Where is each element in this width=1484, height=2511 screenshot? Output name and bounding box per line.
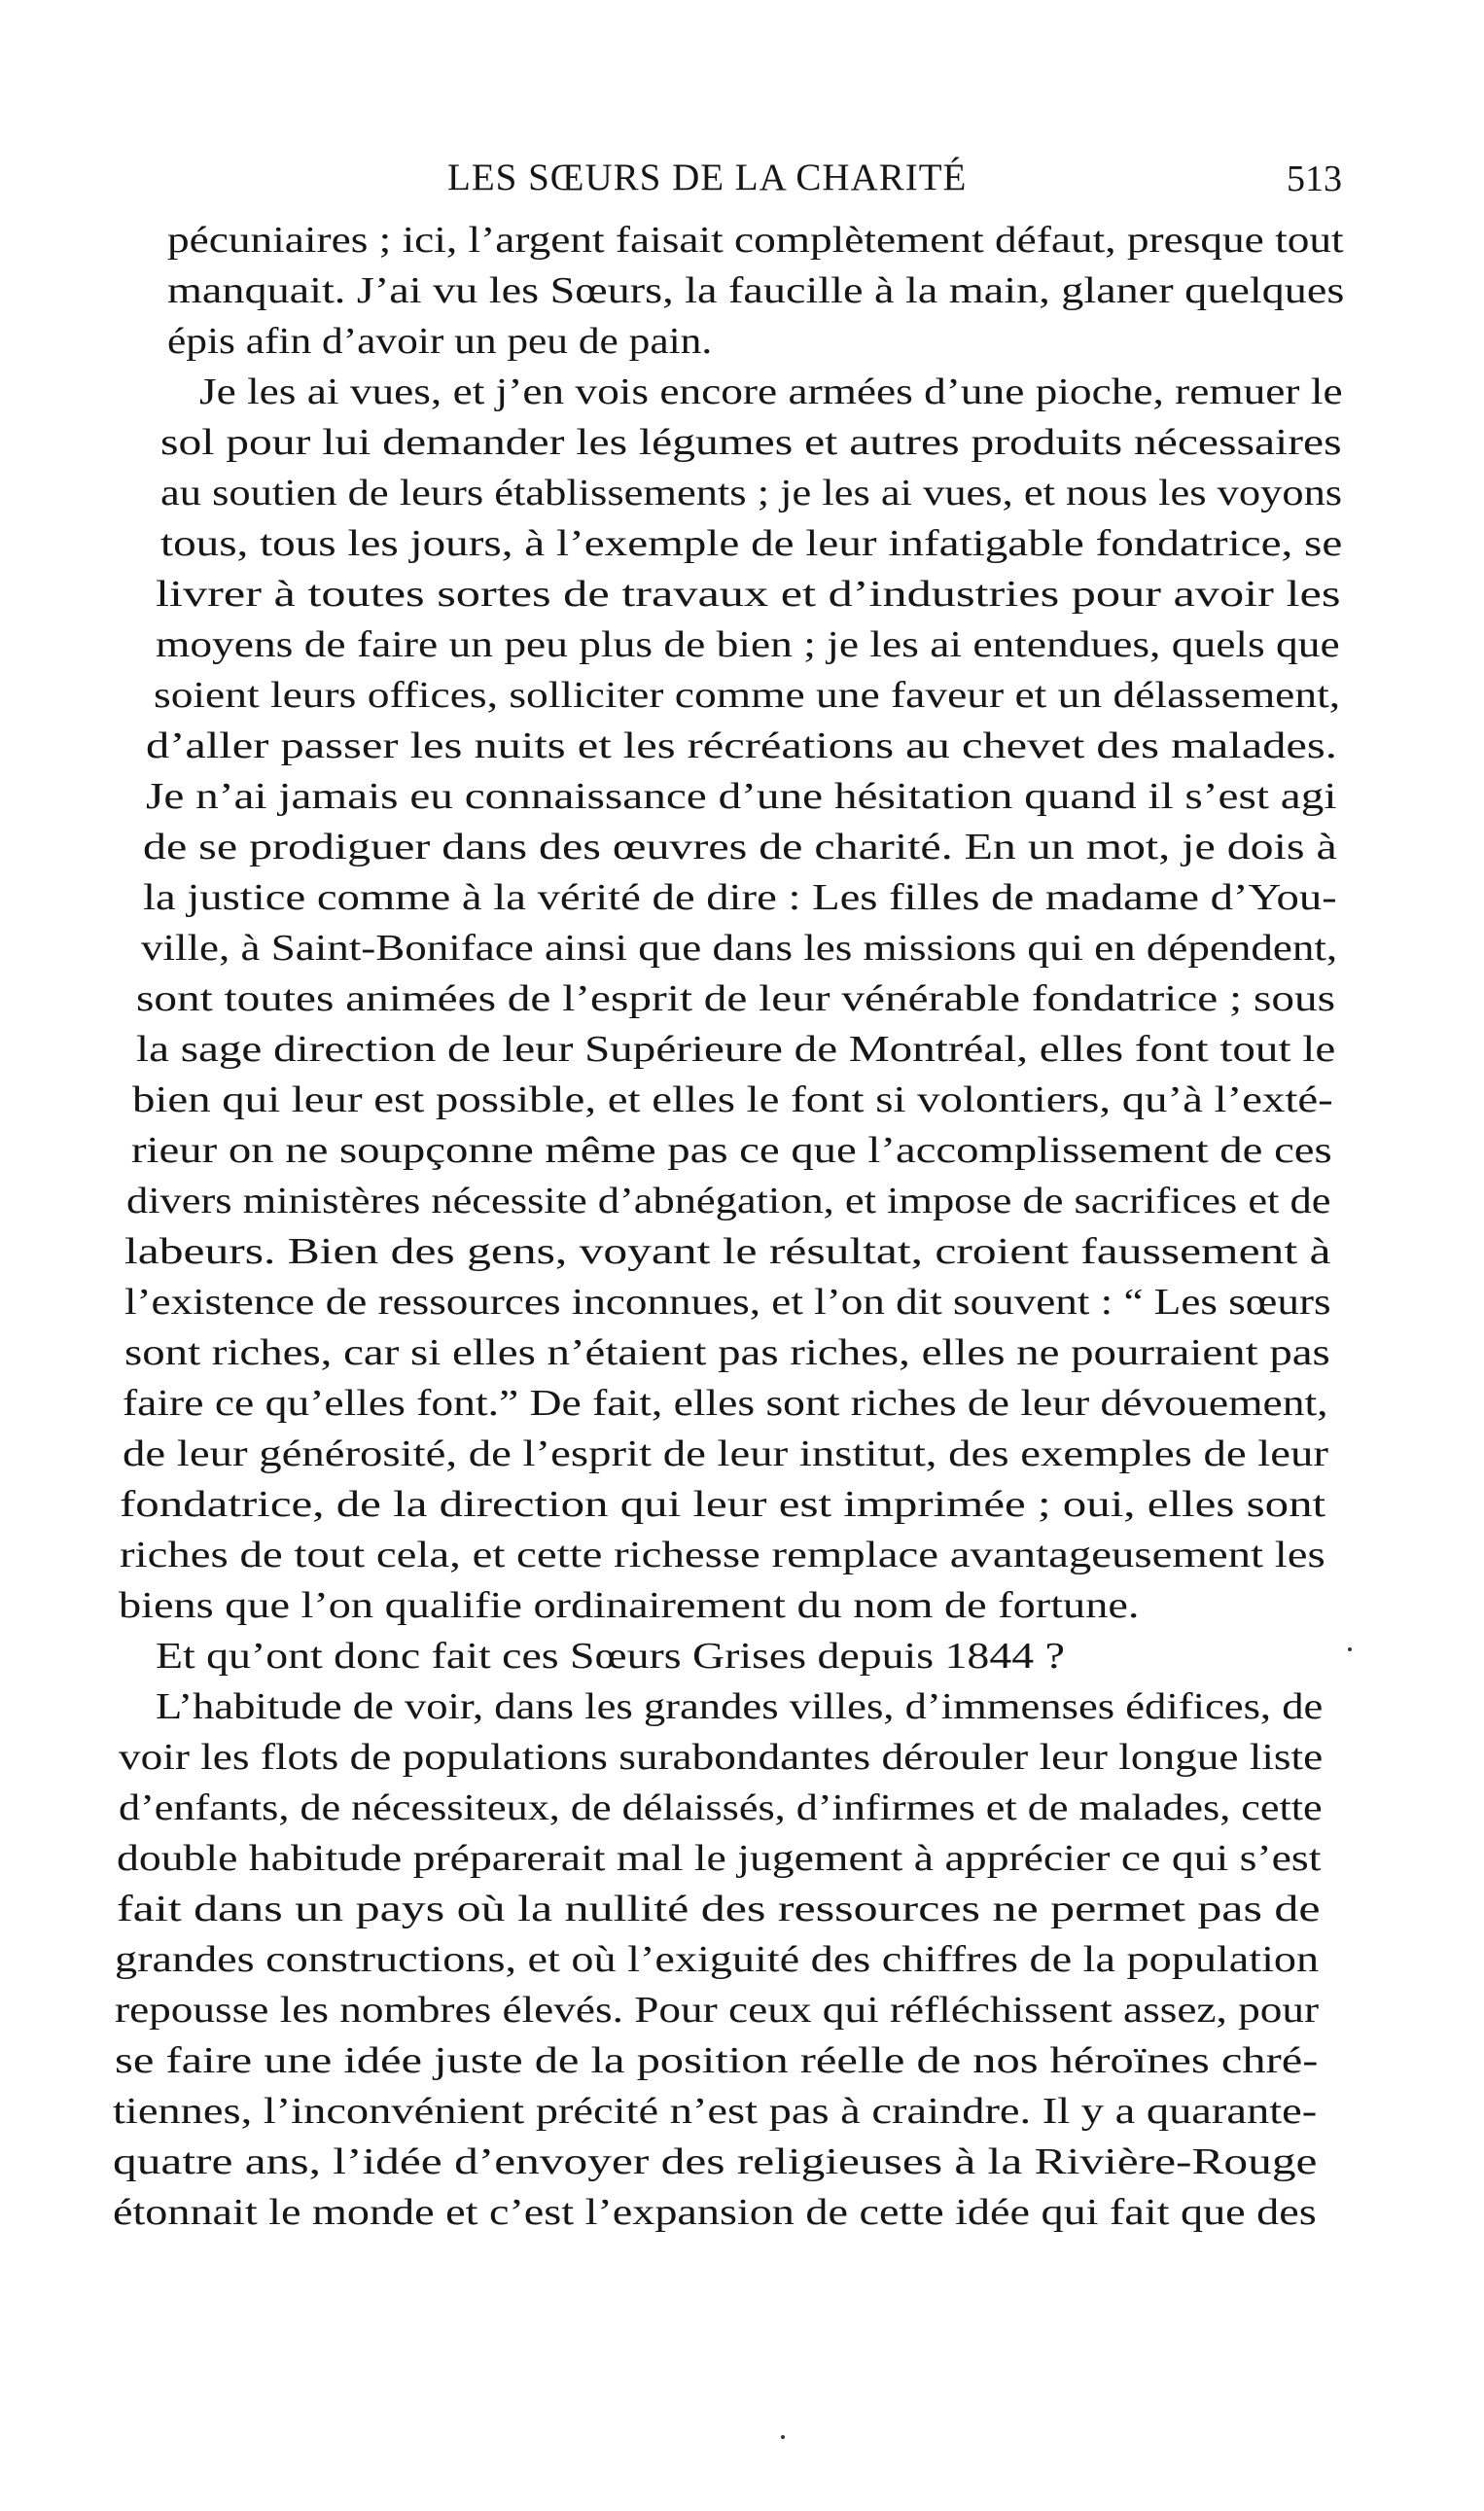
text-line: faire ce qu’elles font.” De fait, elles sont riches de leur dévouement,	[123, 1383, 1328, 1424]
text-line: sol pour lui demander les légumes et autres produits nécessaires	[160, 422, 1342, 463]
text-line: de se prodiguer dans des œuvres de charité. En un mot, je dois à	[143, 827, 1337, 867]
text-line: étonnait le monde et c’est l’expansion de cette idée qui fait que des	[113, 2192, 1317, 2233]
text-line: grandes constructions, et où l’exiguité des chiffres de la population	[115, 1939, 1320, 1980]
text-line: double habitude préparerait mal le jugement à apprécier ce qui s’est	[117, 1838, 1322, 1879]
text-line: pécuniaires ; ici, l’argent faisait complètement défaut, presque tout	[167, 220, 1344, 261]
scan-speck	[781, 2435, 785, 2439]
text-line: manquait. J’ai vu les Sœurs, la faucille à la main, glaner quelques	[167, 270, 1345, 311]
text-line: au soutien de leurs établissements ; je les ai vues, et nous les voyons	[160, 473, 1343, 513]
scan-speck	[1348, 1647, 1352, 1651]
text-line: d’enfants, de nécessiteux, de délaissés, d’infirmes et de malades, cette	[119, 1787, 1323, 1828]
text-line: Je les ai vues, et j’en vois encore armées d’une pioche, remuer le	[199, 371, 1343, 412]
text-line: épis afin d’avoir un peu de pain.	[167, 321, 713, 362]
text-line: tiennes, l’inconvénient précité n’est pas à craindre. Il y a quarante-	[113, 2091, 1318, 2132]
text-line: sont riches, car si elles n’étaient pas riches, elles ne pourraient pas	[124, 1332, 1330, 1373]
text-line: l’existence de ressources inconnues, et l’on dit souvent : “ Les sœurs	[124, 1282, 1331, 1323]
chapter-title: LES SŒURS DE LA CHARITÉ	[447, 157, 968, 198]
text-line: labeurs. Bien des gens, voyant le résultat, croient faussement à	[124, 1231, 1331, 1272]
text-line: rieur on ne soupçonne même pas ce que l’accomplissement de ces	[131, 1130, 1332, 1171]
text-line: d’aller passer les nuits et les récréations au chevet des malades.	[146, 725, 1337, 766]
text-line: L’habitude de voir, dans les grandes villes, d’immenses édifices, de	[156, 1686, 1324, 1727]
text-line: ville, à Saint-Boniface ainsi que dans les missions qui en dépendent,	[141, 928, 1338, 969]
text-line: se faire une idée juste de la position réelle de nos héroïnes chré-	[115, 2040, 1319, 2081]
text-line: divers ministères nécessite d’abnégation, et impose de sacrifices et de	[126, 1181, 1331, 1221]
text-line: bien qui leur est possible, et elles le font si volontiers, qu’à l’exté-	[132, 1079, 1333, 1120]
text-line: la sage direction de leur Supérieure de Montréal, elles font tout le	[136, 1029, 1336, 1070]
text-line: Je n’ai jamais eu connaissance d’une hésitation quand il s’est agi	[146, 776, 1337, 817]
text-line: tous, tous les jours, à l’exemple de leur infatigable fondatrice, se	[160, 523, 1343, 564]
page-number: 513	[1287, 159, 1342, 199]
text-line: voir les flots de populations surabondantes dérouler leur longue liste	[119, 1737, 1324, 1778]
text-line: moyens de faire un peu plus de bien ; je les ai entendues, quels que	[156, 624, 1340, 665]
text-line: Et qu’ont donc fait ces Sœurs Grises depuis 1844 ?	[156, 1636, 1065, 1677]
running-header	[156, 156, 1342, 214]
text-line: sont toutes animées de l’esprit de leur vénérable fondatrice ; sous	[136, 978, 1335, 1019]
text-line: livrer à toutes sortes de travaux et d’industries pour avoir les	[156, 574, 1341, 615]
text-line: biens que l’on qualifie ordinairement du nom de fortune.	[119, 1585, 1140, 1626]
text-line: repousse les nombres élevés. Pour ceux qui réfléchissent assez, pour	[115, 1990, 1320, 2031]
text-line: quatre ans, l’idée d’envoyer des religieuses à la Rivière-Rouge	[113, 2141, 1318, 2182]
text-line: de leur générosité, de l’esprit de leur institut, des exemples de leur	[123, 1433, 1328, 1474]
text-line: riches de tout cela, et cette richesse remplace avantageusement les	[120, 1535, 1325, 1575]
text-line: soient leurs offices, solliciter comme une faveur et un délassement,	[154, 675, 1341, 716]
text-line: fondatrice, de la direction qui leur est imprimée ; oui, elles sont	[120, 1484, 1326, 1525]
text-line: la justice comme à la vérité de dire : Les filles de madame d’You-	[143, 877, 1337, 918]
text-line: fait dans un pays où la nullité des ressources ne permet pas de	[117, 1889, 1321, 1929]
